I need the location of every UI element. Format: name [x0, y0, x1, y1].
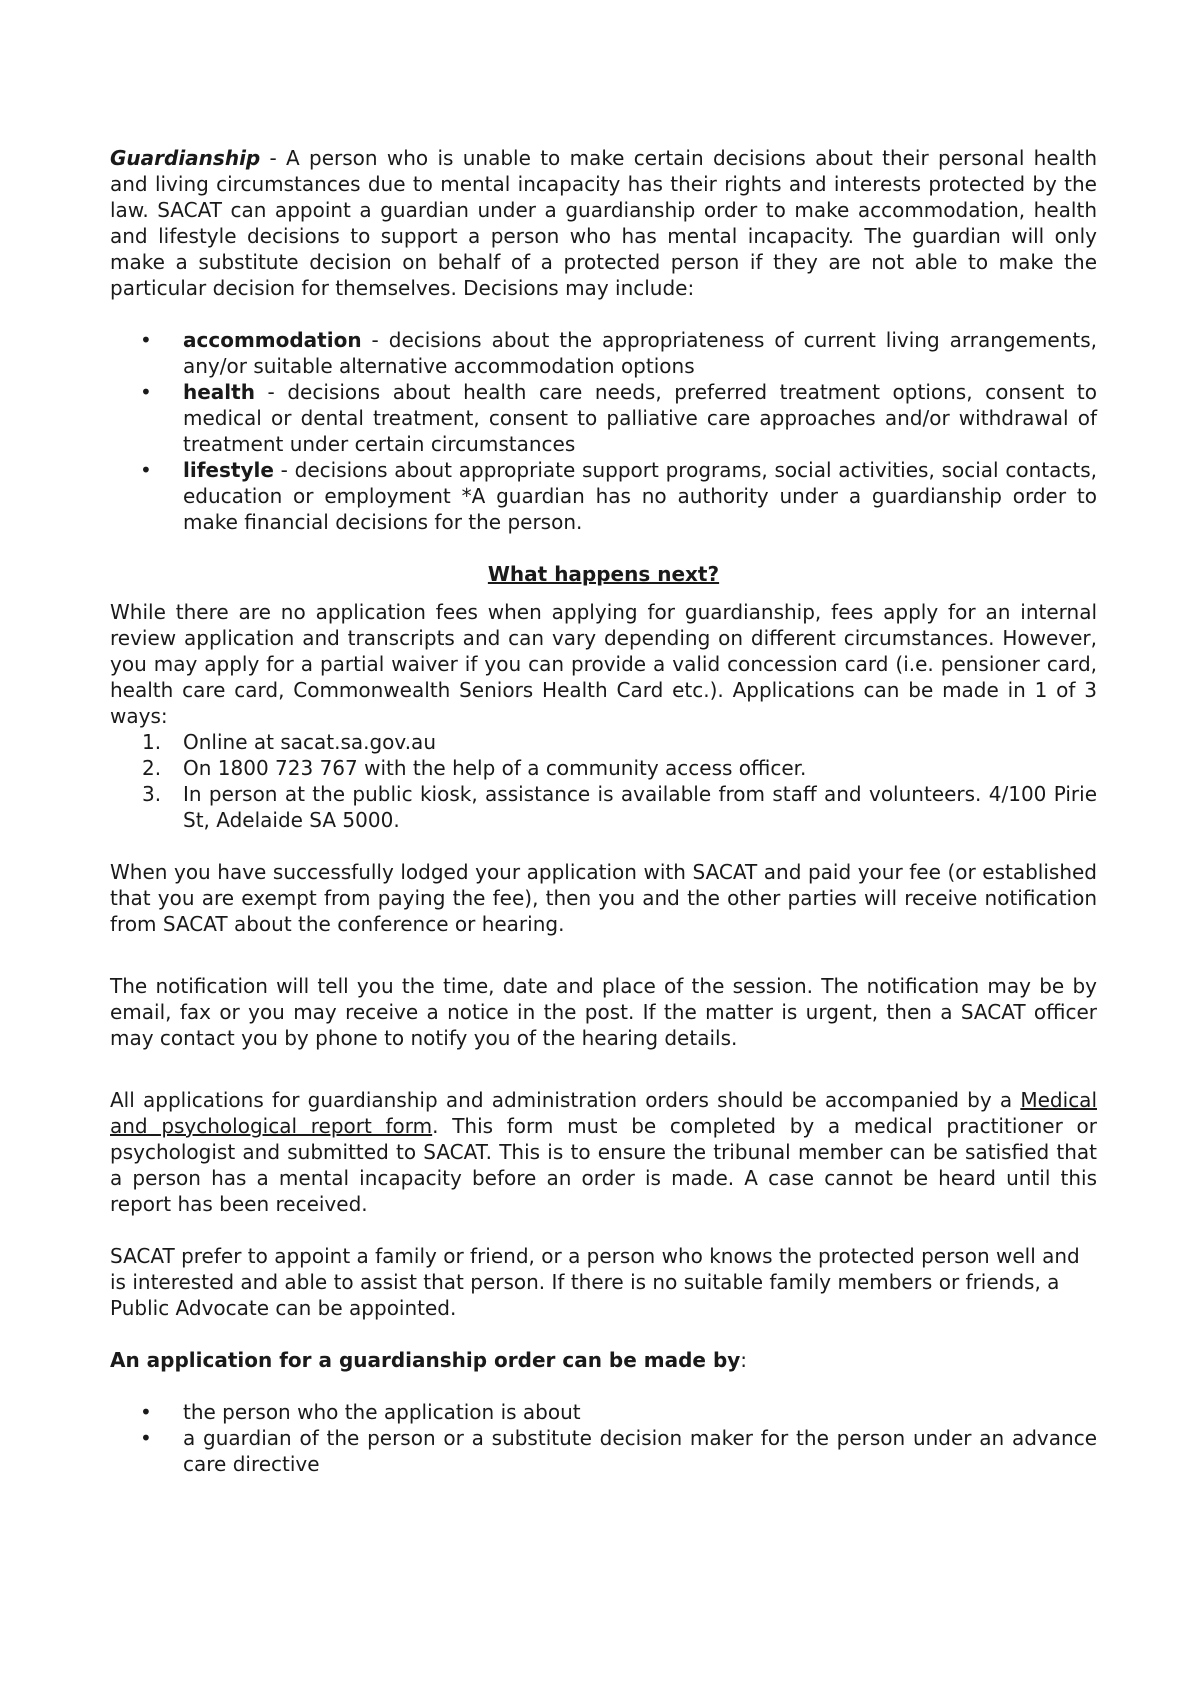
- list-item: [110, 457, 1097, 535]
- fees-paragraph: While there are no application fees when applying for guardianship, fees apply for an internal review application and transcripts and can vary depending on different circumstances. However, you may apply for a partial waiver if you can provide a valid concession card (i.e. pensioner card, health care card, Commonwealth Seniors Health Card etc.). Applications can be made in 1 of 3 ways:: [110, 600, 1097, 728]
- applicants-heading-text: An application for a guardianship order can be made by: [110, 1348, 741, 1372]
- way-text: On 1800 723 767 with the help of a community access officer.: [183, 756, 807, 780]
- medical-report-form-link[interactable]: Medical and psychological report form: [110, 1088, 1097, 1138]
- report-text-before: All applications for guardianship and administration orders should be accompanied by a: [110, 1088, 1021, 1112]
- decision-text: - decisions about the appropriateness of current living arrangements, any/or suitable alternative accommodation options: [183, 328, 1097, 378]
- intro-lead-term: Guardianship: [110, 146, 261, 170]
- way-text: In person at the public kiosk, assistance is available from staff and volunteers. 4/100 Pirie St, Adelaide SA 5000.: [183, 782, 1097, 832]
- decision-term: health: [183, 380, 255, 404]
- list-item: [110, 379, 1097, 457]
- list-item: • the person who the application is about: [110, 1399, 1097, 1425]
- lodged-paragraph: When you have successfully lodged your application with SACAT and paid your fee (or established that you are exempt from paying the fee), then you and the other parties will receive notification from SACAT about the conference or hearing.: [110, 860, 1097, 936]
- decision-term: accommodation: [183, 328, 362, 352]
- list-item: [110, 327, 1097, 379]
- way-text: Online at sacat.sa.gov.au: [183, 730, 436, 754]
- decision-text: - decisions about appropriate support programs, social activities, social contacts, education or employment *A guardian has no authority under a guardianship order to make financial decisions for the person.: [183, 458, 1097, 534]
- list-item: [110, 781, 1097, 833]
- prefer-paragraph: SACAT prefer to appoint a family or friend, or a person who knows the protected person well and is interested and able to assist that person. If there is no suitable family members or friends, a Public Advocate can be appointed.: [110, 1244, 1080, 1320]
- list-number: 3.: [142, 782, 162, 806]
- decisions-list: [110, 327, 1097, 535]
- decision-term: lifestyle: [183, 458, 274, 482]
- section-heading: What happens next?: [487, 562, 720, 586]
- list-number: 1.: [142, 730, 162, 754]
- applicants-list: [110, 1399, 1097, 1477]
- list-item: [110, 729, 1097, 755]
- list-item: [110, 755, 1097, 781]
- intro-paragraph: [110, 145, 1097, 301]
- decision-text: - decisions about health care needs, preferred treatment options, consent to medical or dental treatment, consent to palliative care approaches and/or withdrawal of treatment under certain circumstances: [183, 380, 1097, 456]
- report-paragraph: [110, 1087, 1097, 1217]
- report-text-after: . This form must be completed by a medical practitioner or psychologist and submitted to SACAT. This is to ensure the tribunal member can be satisfied that a person has a mental incapacity before an order is made. A case cannot be heard until this report has been received.: [110, 1114, 1097, 1216]
- notification-paragraph: The notification will tell you the time, date and place of the session. The notification may be by email, fax or you may receive a notice in the post. If the matter is urgent, then a SACAT officer may contact you by phone to notify you of the hearing details.: [110, 974, 1097, 1050]
- applicants-heading-colon: :: [740, 1348, 748, 1372]
- intro-text: - A person who is unable to make certain decisions about their personal health and living circumstances due to mental incapacity has their rights and interests protected by the law. SACAT can appoint a guardian under a guardianship order to make accommodation, health and lifestyle decisions to support a person who has mental incapacity. The guardian will only make a substitute decision on behalf of a protected person if they are not able to make the particular decision for themselves. Decisions may include:: [110, 146, 1097, 300]
- application-ways-list: [110, 729, 1097, 833]
- list-number: 2.: [142, 756, 162, 780]
- list-item: • a guardian of the person or a substitute decision maker for the person under an advance care directive: [110, 1425, 1097, 1477]
- applicants-heading: [110, 1347, 1097, 1373]
